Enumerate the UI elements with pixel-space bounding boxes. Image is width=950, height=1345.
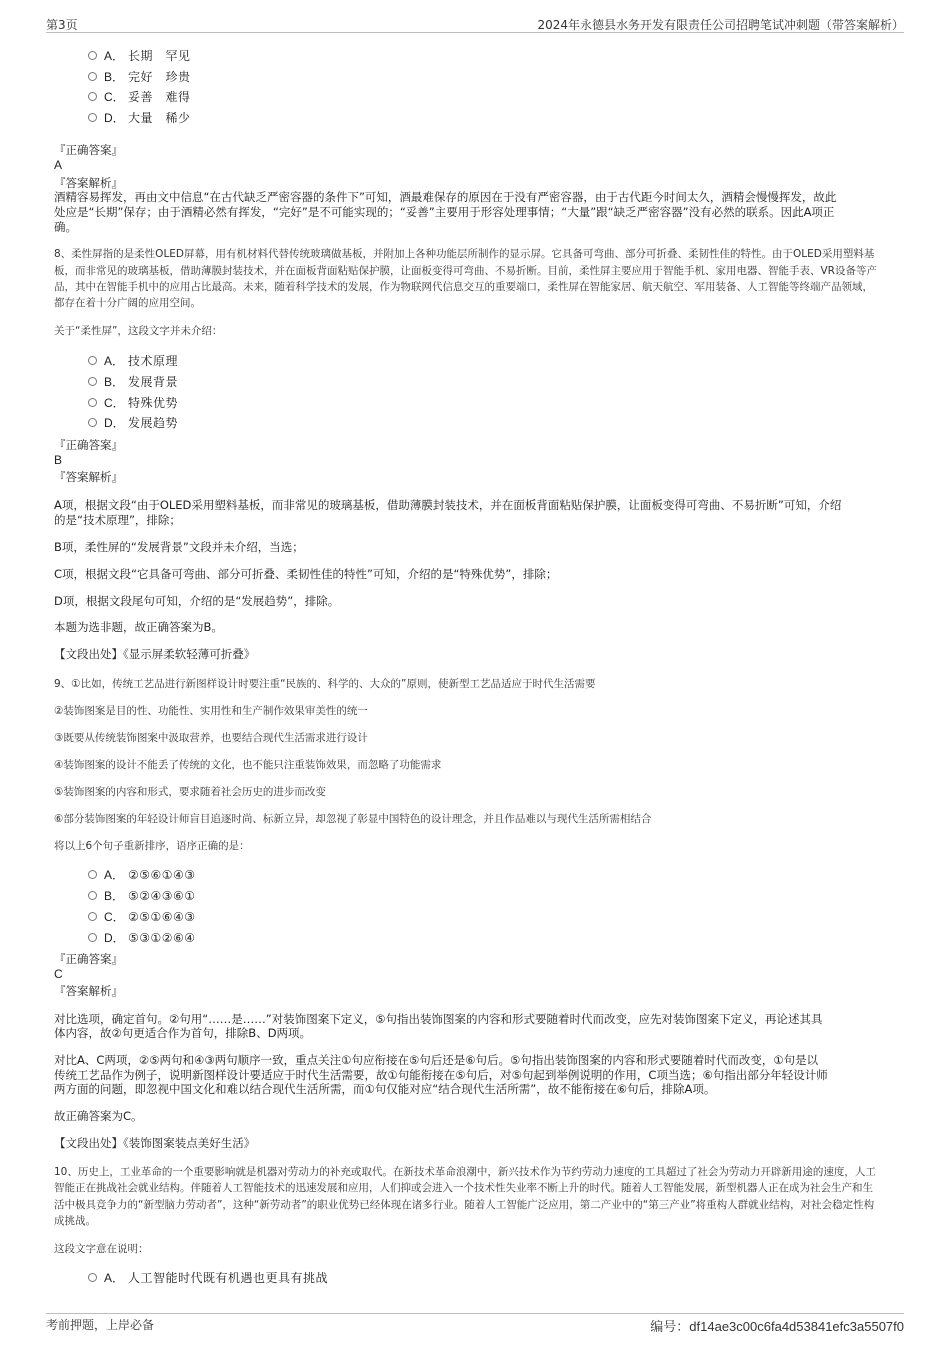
q7-option-b[interactable]: B． 完好 珍贵 [88, 68, 191, 86]
q10-question: 这段文字意在说明： [54, 1243, 149, 1255]
q9-option-c[interactable]: C． ②⑤①⑥④③ [88, 908, 196, 926]
q7-analysis-line: 处应是“长期”保存；由于酒精必然有挥发，“完好”是不可能实现的；“妥善”主要用于形容处理事情；“大量”跟“缺乏严密容器”没有必然的联系。因此A项正 [54, 205, 835, 219]
q7-option-c[interactable]: C． 妥善 难得 [88, 88, 191, 106]
q9-analysis-p2-line1: 对比A、C两项，②⑤两句和④③两句顺序一致，重点关注①句应衔接在⑤句后还是⑥句后。⑤句指出装饰图案的内容和形式要随着时代而改变，①句是以 [54, 1053, 819, 1067]
q7-answer-label: 『正确答案』 [54, 143, 123, 157]
q8-analysis-d: D项，根据文段尾句可知，介绍的是“发展趋势”，排除。 [54, 594, 340, 608]
q8-question: 关于“柔性屏”，这段文字并未介绍： [54, 325, 223, 337]
q8-analysis-a-line2: 的是“技术原理”，排除； [54, 513, 181, 527]
q9-analysis-conclusion: 故正确答案为C。 [54, 1109, 143, 1123]
q10-stem-line: 智能正在挑战社会就业结构。伴随着人工智能技术的迅速发展和应用，人们抑或会进入一个技术性失业率不断上升的时代。随着人工智能发展，新型机器人正在成为社会生产和生 [54, 1182, 873, 1194]
q9-question: 将以上6个句子重新排序，语序正确的是： [54, 840, 250, 852]
q9-stem: 9、①比如，传统工艺品进行新图样设计时要注重“民族的、科学的、大众的”原则，使新型工艺品适应于时代生活需要 [54, 678, 596, 690]
q10-stem-line: 10、历史上，工业革命的一个重要影响就是机器对劳动力的补充或取代。在新技术革命浪潮中，新兴技术作为节约劳动力速度的工具超过了社会为劳动力开辟新用途的速度，人工 [54, 1166, 876, 1178]
document-id: 编号：df14ae3c00c6fa4d53841efc3a5507f0 [650, 1319, 904, 1334]
q9-sentence-3: ③既要从传统装饰图案中汲取营养，也要结合现代生活需求进行设计 [54, 732, 368, 744]
q7-analysis-line: 确。 [54, 220, 77, 234]
q9-sentence-5: ⑤装饰图案的内容和形式，要求随着社会历史的进步而改变 [54, 786, 326, 798]
q8-source: 【文段出处】《显示屏柔软轻薄可折叠》 [54, 647, 256, 661]
q10-stem-line: 成挑战。 [54, 1215, 96, 1227]
q8-stem-line: 品，其中在智能手机中的应用占比最高。未来，随着科学技术的发展，作为物联网代信息交互的重要端口，柔性屏在智能家居、航天航空、军用装备、人工智能等终端产品领域， [54, 281, 873, 293]
radio-icon[interactable] [88, 377, 97, 386]
q8-analysis-label: 『答案解析』 [54, 470, 123, 484]
q8-stem-line: 板，而非常见的玻璃基板，借助薄膜封装技术，并在面板背面粘贴保护膜，让面板变得可弯曲、不易折断。目前，柔性屏主要应用于智能手机、家用电器、智能手表、VR设备等产 [54, 265, 877, 277]
q7-option-d[interactable]: D． 大量 稀少 [88, 109, 191, 127]
q8-option-c[interactable]: C． 特殊优势 [88, 394, 178, 412]
radio-icon[interactable] [88, 356, 97, 365]
q8-answer: B [54, 453, 63, 467]
document-title: 2024年永德县水务开发有限责任公司招聘笔试冲刺题（带答案解析） [537, 18, 904, 32]
q8-option-a[interactable]: A． 技术原理 [88, 352, 178, 370]
radio-icon[interactable] [88, 398, 97, 407]
page-number: 第3页 [46, 18, 78, 32]
q8-analysis-b: B项，柔性屏的“发展背景”文段并未介绍，当选； [54, 540, 304, 554]
radio-icon[interactable] [88, 1273, 97, 1282]
q7-option-a[interactable]: A． 长期 罕见 [88, 47, 191, 65]
q8-stem-line: 都存在着十分广阔的应用空间。 [54, 297, 201, 309]
q7-analysis-line: 酒精容易挥发，再由文中信息“在古代缺乏严密容器的条件下”可知，酒最难保存的原因在于没有严密容器，由于古代距今时间太久，酒精会慢慢挥发，故此 [54, 190, 837, 204]
page-footer [46, 1313, 904, 1336]
radio-icon[interactable] [88, 72, 97, 81]
q9-option-a[interactable]: A． ②⑤⑥①④③ [88, 866, 196, 884]
radio-icon[interactable] [88, 113, 97, 122]
q10-option-a[interactable]: A． 人工智能时代既有机遇也更具有挑战 [88, 1269, 328, 1287]
q9-analysis-p1-line2: 体内容，故②句更适合作为首句，排除B、D两项。 [54, 1026, 312, 1040]
q9-sentence-6: ⑥部分装饰图案的年轻设计师盲目追逐时尚、标新立异，却忽视了彰显中国特色的设计理念，并且作品难以与现代生活所需相结合 [54, 813, 652, 825]
radio-icon[interactable] [88, 870, 97, 879]
q7-analysis-label: 『答案解析』 [54, 176, 123, 190]
q8-option-d[interactable]: D． 发展趋势 [88, 414, 178, 432]
q9-answer-label: 『正确答案』 [54, 952, 123, 966]
q8-analysis-c: C项，根据文段“它具备可弯曲、部分可折叠、柔韧性佳的特性”可知，介绍的是“特殊优势”，排除； [54, 567, 558, 581]
q9-option-b[interactable]: B． ⑤②④③⑥① [88, 887, 196, 905]
q9-option-d[interactable]: D． ⑤③①②⑥④ [88, 929, 196, 947]
footer-slogan: 考前押题，上岸必备 [46, 1318, 155, 1332]
page-header [46, 14, 904, 33]
q9-analysis-p1-line1: 对比选项，确定首句。②句用“……是……”对装饰图案下定义，⑤句指出装饰图案的内容和形式要随着时代而改变，应先对装饰图案下定义，再论述其具 [54, 1012, 823, 1026]
q9-answer: C [54, 967, 63, 981]
q8-stem-line: 8、柔性屏指的是柔性OLED屏幕，用有机材料代替传统玻璃做基板，并附加上各种功能层所制作的显示屏。它具备可弯曲、部分可折叠、柔韧性佳的特性。由于OLED采用塑料基 [54, 248, 875, 260]
q8-analysis-conclusion: 本题为选非题，故正确答案为B。 [54, 620, 223, 634]
q7-answer: A [54, 158, 63, 172]
radio-icon[interactable] [88, 891, 97, 900]
q9-source: 【文段出处】《装饰图案装点美好生活》 [54, 1136, 256, 1150]
radio-icon[interactable] [88, 933, 97, 942]
q9-analysis-p2-line3: 两方面的问题，即忽视中国文化和难以结合现代生活所需，而①句仅能对应“结合现代生活所需”，故不能衔接在⑥句后，排除A项。 [54, 1082, 716, 1096]
q9-analysis-label: 『答案解析』 [54, 984, 123, 998]
radio-icon[interactable] [88, 51, 97, 60]
q9-analysis-p2-line2: 传统工艺品作为例子，说明新图样设计要适应于时代生活需要，故①句能衔接在⑤句后，对⑤句起到举例说明的作用，C项当选；⑥句指出部分年轻设计师 [54, 1068, 828, 1082]
radio-icon[interactable] [88, 92, 97, 101]
q8-option-b[interactable]: B． 发展背景 [88, 373, 178, 391]
q8-answer-label: 『正确答案』 [54, 438, 123, 452]
q9-sentence-2: ②装饰图案是目的性、功能性、实用性和生产制作效果审美性的统一 [54, 705, 368, 717]
q9-sentence-4: ④装饰图案的设计不能丢了传统的文化，也不能只注重装饰效果，而忽略了功能需求 [54, 759, 442, 771]
radio-icon[interactable] [88, 912, 97, 921]
radio-icon[interactable] [88, 418, 97, 427]
q10-stem-line: 活中极具竞争力的“新型脑力劳动者”，这种“新劳动者”的职业优势已经体现在诸多行业。随着人工智能广泛应用，第二产业中的“第三产业”将重构人群就业结构，对社会稳定性构 [54, 1199, 875, 1211]
q8-analysis-a-line1: A项，根据文段“由于OLED采用塑料基板，而非常见的玻璃基板，借助薄膜封装技术，并在面板背面粘贴保护膜，让面板变得可弯曲、不易折断”可知，介绍 [54, 498, 842, 512]
